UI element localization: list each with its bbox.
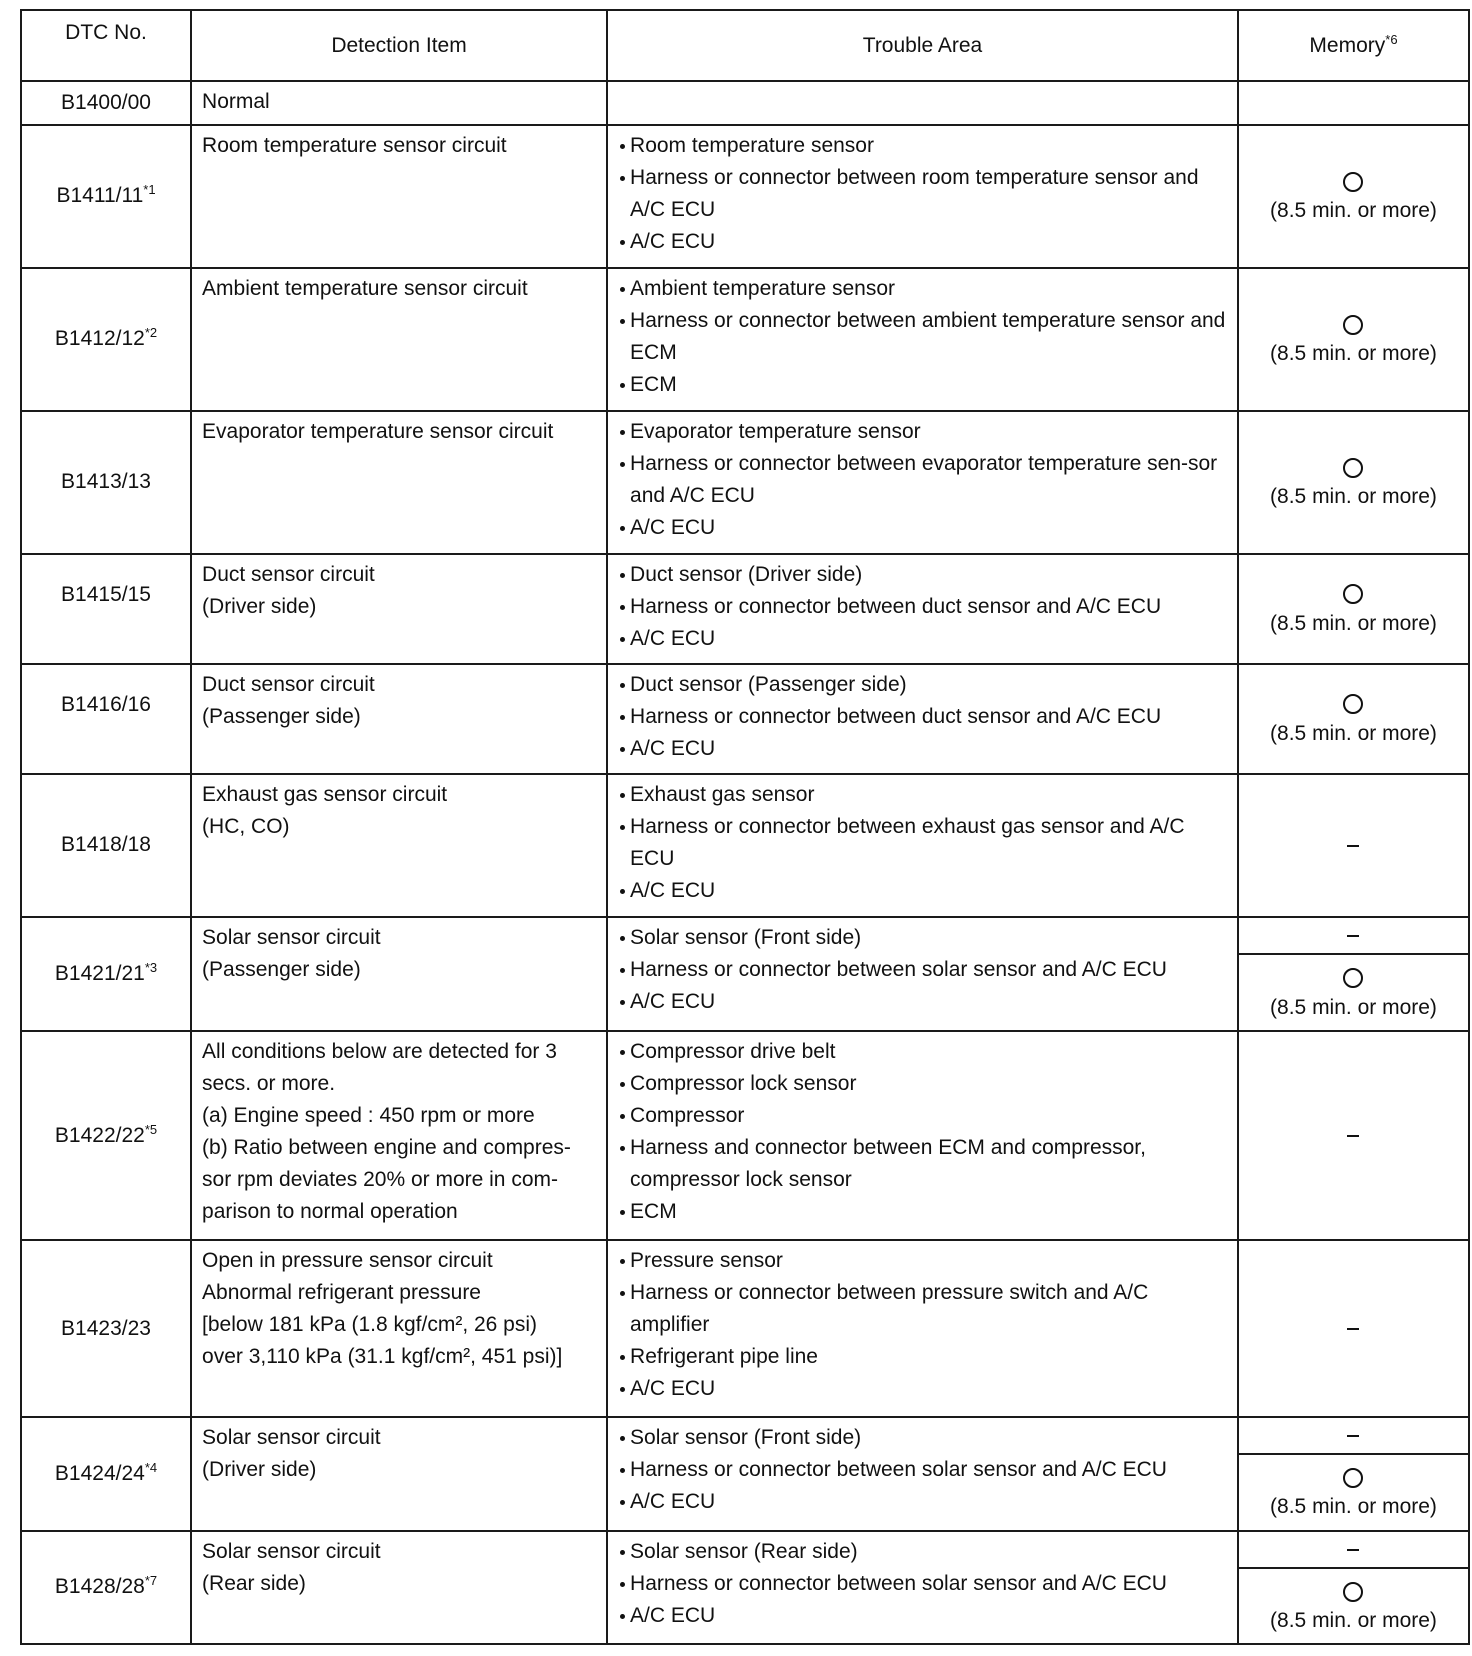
memory-circle-icon	[1343, 458, 1363, 478]
trouble-area-cell	[607, 664, 1238, 774]
memory-cell	[1238, 954, 1469, 1031]
memory-cell	[1238, 268, 1469, 411]
table-row	[21, 268, 1469, 411]
trouble-list	[618, 273, 1229, 401]
dtc-code: B1418/18	[61, 833, 151, 857]
memory-mark-line	[1239, 689, 1468, 719]
memory-mark-line	[1239, 963, 1468, 993]
detection-line: Evaporator temperature sensor circuit	[202, 419, 554, 443]
detection-line: Open in pressure sensor circuit	[202, 1249, 493, 1273]
table-row	[21, 411, 1469, 554]
trouble-item: Ambient temperature sensor	[618, 273, 1229, 305]
memory-value: (8.5 min. or more)	[1270, 611, 1437, 635]
detection-line: Solar sensor circuit	[202, 1425, 381, 1449]
trouble-item: Solar sensor (Front side)	[618, 1422, 1229, 1454]
memory-cell	[1238, 1454, 1469, 1531]
memory-circle-icon	[1343, 694, 1363, 714]
dtc-cell	[21, 917, 191, 1031]
table-row	[21, 125, 1469, 268]
trouble-item: Compressor lock sensor	[618, 1068, 1229, 1100]
detection-item-cell	[191, 554, 607, 664]
trouble-list	[618, 559, 1229, 655]
trouble-item: Refrigerant pipe line	[618, 1341, 1229, 1373]
detection-item-cell	[191, 917, 607, 1031]
memory-cell	[1238, 1031, 1469, 1241]
memory-value: (8.5 min. or more)	[1270, 721, 1437, 745]
memory-dash-icon	[1347, 1328, 1359, 1330]
dtc-footnote: *5	[144, 1121, 158, 1137]
trouble-list	[618, 779, 1229, 907]
trouble-list	[618, 1245, 1229, 1405]
trouble-list	[618, 1422, 1229, 1518]
dtc-code: B1423/23	[61, 1316, 151, 1340]
detection-line: Room temperature sensor circuit	[202, 133, 507, 157]
dtc-footnote: *3	[144, 959, 158, 975]
detection-line: Ambient temperature sensor circuit	[202, 276, 528, 300]
trouble-item: ECM	[618, 369, 1229, 401]
header-detection-item: Detection Item	[191, 10, 607, 81]
memory-dash-icon	[1347, 1549, 1359, 1551]
dtc-cell	[21, 81, 191, 125]
dtc-cell	[21, 1240, 191, 1416]
dtc-code: B1422/22	[54, 1123, 145, 1147]
dtc-code: B1415/15	[61, 582, 151, 606]
trouble-item: Pressure sensor	[618, 1245, 1229, 1277]
trouble-area-cell	[607, 774, 1238, 917]
detection-line: (a) Engine speed : 450 rpm or more	[202, 1103, 535, 1127]
trouble-area-cell	[607, 554, 1238, 664]
detection-line: (Driver side)	[202, 1457, 317, 1481]
trouble-area-cell	[607, 125, 1238, 268]
trouble-item: Evaporator temperature sensor	[618, 416, 1229, 448]
dtc-code: B1416/16	[61, 692, 151, 716]
detection-line: (HC, CO)	[202, 814, 290, 838]
table-row	[21, 1417, 1469, 1454]
trouble-item: Harness or connector between exhaust gas sensor and A/C ECU	[618, 811, 1229, 875]
memory-value: (8.5 min. or more)	[1270, 1495, 1437, 1519]
dtc-cell	[21, 268, 191, 411]
trouble-item: A/C ECU	[618, 1600, 1229, 1632]
detection-line: (Rear side)	[202, 1571, 306, 1595]
trouble-list	[618, 1036, 1229, 1228]
memory-circle-icon	[1343, 172, 1363, 192]
table-row	[21, 554, 1469, 664]
trouble-item: Solar sensor (Rear side)	[618, 1536, 1229, 1568]
memory-dash-icon	[1347, 845, 1359, 847]
trouble-item: A/C ECU	[618, 986, 1229, 1018]
detection-item-cell	[191, 774, 607, 917]
detection-line: Abnormal refrigerant pressure	[202, 1281, 481, 1305]
dtc-cell	[21, 664, 191, 774]
memory-cell	[1238, 1568, 1469, 1644]
memory-cell	[1238, 411, 1469, 554]
dtc-code: B1400/00	[61, 90, 151, 114]
dtc-code: B1421/21	[54, 961, 145, 985]
memory-dash-icon	[1347, 1435, 1359, 1437]
trouble-item: Exhaust gas sensor	[618, 779, 1229, 811]
trouble-item: ECM	[618, 1196, 1229, 1228]
memory-dash-icon	[1347, 1135, 1359, 1137]
dtc-cell	[21, 1417, 191, 1531]
trouble-item: Duct sensor (Driver side)	[618, 559, 1229, 591]
memory-circle-icon	[1343, 968, 1363, 988]
dtc-code: B1411/11	[56, 184, 144, 208]
trouble-list	[618, 669, 1229, 765]
table-row	[21, 664, 1469, 774]
table-row	[21, 1240, 1469, 1416]
trouble-item: Harness or connector between duct sensor and A/C ECU	[618, 591, 1229, 623]
memory-value: (8.5 min. or more)	[1270, 485, 1437, 509]
trouble-item: Harness or connector between duct sensor and A/C ECU	[618, 701, 1229, 733]
dtc-footnote: *2	[144, 325, 158, 341]
memory-mark-line	[1239, 579, 1468, 609]
dtc-cell	[21, 1031, 191, 1241]
memory-mark-line	[1239, 309, 1468, 339]
detection-item-cell	[191, 664, 607, 774]
dtc-code: B1428/28	[54, 1575, 145, 1599]
memory-cell	[1238, 554, 1469, 664]
table-row	[21, 774, 1469, 917]
trouble-area-cell	[607, 1417, 1238, 1531]
trouble-area-cell	[607, 268, 1238, 411]
detection-line: (Passenger side)	[202, 704, 361, 728]
dtc-cell	[21, 1531, 191, 1644]
dtc-cell	[21, 774, 191, 917]
detection-item-cell	[191, 1417, 607, 1531]
trouble-list	[618, 130, 1229, 258]
memory-cell	[1238, 81, 1469, 125]
dtc-footnote: *4	[144, 1459, 158, 1475]
detection-line: [below 181 kPa (1.8 kgf/cm², 26 psi)	[202, 1313, 538, 1337]
dtc-code: B1412/12	[54, 327, 145, 351]
trouble-area-cell	[607, 81, 1238, 125]
trouble-item: Solar sensor (Front side)	[618, 922, 1229, 954]
trouble-area-cell	[607, 1531, 1238, 1644]
detection-item-cell	[191, 1531, 607, 1644]
trouble-area-cell	[607, 1031, 1238, 1241]
trouble-item: Harness or connector between solar sensor and A/C ECU	[618, 1568, 1229, 1600]
header-row	[21, 10, 1469, 81]
dtc-code: B1413/13	[61, 470, 151, 494]
detection-line: over 3,110 kPa (31.1 kgf/cm², 451 psi)]	[202, 1345, 563, 1369]
memory-circle-icon	[1343, 1468, 1363, 1488]
detection-line: Duct sensor circuit	[202, 672, 375, 696]
memory-cell	[1238, 125, 1469, 268]
trouble-list	[618, 1536, 1229, 1632]
memory-value: (8.5 min. or more)	[1270, 1609, 1437, 1633]
table-row	[21, 917, 1469, 954]
detection-item-cell	[191, 81, 607, 125]
trouble-item: A/C ECU	[618, 875, 1229, 907]
dtc-cell	[21, 125, 191, 268]
dtc-table	[20, 9, 1470, 1645]
header-dtc: DTC No.	[21, 10, 191, 81]
header-trouble-area: Trouble Area	[607, 10, 1238, 81]
memory-value: (8.5 min. or more)	[1270, 342, 1437, 366]
detection-item-cell	[191, 1240, 607, 1416]
detection-line: Solar sensor circuit	[202, 925, 381, 949]
trouble-item: Harness or connector between evaporator temperature sen-sor and A/C ECU	[618, 448, 1229, 512]
trouble-item: Harness and connector between ECM and compressor, compressor lock sensor	[618, 1132, 1229, 1196]
memory-dash-icon	[1347, 935, 1359, 937]
memory-mark-line	[1239, 1462, 1468, 1492]
memory-cell	[1238, 1240, 1469, 1416]
detection-line: Normal	[202, 90, 270, 113]
trouble-list	[618, 416, 1229, 544]
memory-cell	[1238, 1417, 1469, 1454]
dtc-cell	[21, 554, 191, 664]
trouble-item: Harness or connector between ambient temperature sensor and ECM	[618, 305, 1229, 369]
detection-line: Solar sensor circuit	[202, 1539, 381, 1563]
dtc-code: B1424/24	[54, 1461, 145, 1485]
dtc-footnote: *7	[144, 1573, 158, 1589]
detection-line: (Passenger side)	[202, 957, 361, 981]
trouble-item: Compressor	[618, 1100, 1229, 1132]
detection-line: (b) Ratio between engine and compres-sor rpm deviates 20% or more in com-parison to normal operation	[202, 1135, 571, 1223]
detection-item-cell	[191, 1031, 607, 1241]
trouble-item: Harness or connector between solar sensor and A/C ECU	[618, 954, 1229, 986]
trouble-list	[618, 922, 1229, 1018]
table-row	[21, 1031, 1469, 1241]
memory-footnote: *6	[1385, 31, 1398, 47]
table-row	[21, 1531, 1469, 1568]
detection-line: Duct sensor circuit	[202, 562, 375, 586]
trouble-item: Duct sensor (Passenger side)	[618, 669, 1229, 701]
header-memory: Memory$^{*6}$	[1238, 10, 1469, 81]
memory-cell	[1238, 664, 1469, 774]
dtc-cell	[21, 411, 191, 554]
memory-circle-icon	[1343, 315, 1363, 335]
trouble-item: A/C ECU	[618, 623, 1229, 655]
memory-circle-icon	[1343, 1582, 1363, 1602]
dtc-footnote: *1	[143, 182, 156, 198]
trouble-area-cell	[607, 1240, 1238, 1416]
memory-cell	[1238, 1531, 1469, 1568]
detection-line: Exhaust gas sensor circuit	[202, 782, 448, 806]
memory-mark-line	[1239, 1576, 1468, 1606]
trouble-area-cell	[607, 917, 1238, 1031]
trouble-item: Room temperature sensor	[618, 130, 1229, 162]
memory-cell	[1238, 774, 1469, 917]
trouble-area-cell	[607, 411, 1238, 554]
memory-mark-line	[1239, 166, 1468, 196]
memory-circle-icon	[1343, 584, 1363, 604]
memory-value: (8.5 min. or more)	[1270, 199, 1437, 223]
detection-line: (Driver side)	[202, 594, 317, 618]
trouble-item: A/C ECU	[618, 733, 1229, 765]
trouble-item: Harness or connector between pressure switch and A/C amplifier	[618, 1277, 1229, 1341]
detection-item-cell	[191, 268, 607, 411]
trouble-item: Harness or connector between room temperature sensor and A/C ECU	[618, 162, 1229, 226]
trouble-item: A/C ECU	[618, 1486, 1229, 1518]
detection-item-cell	[191, 411, 607, 554]
trouble-item: A/C ECU	[618, 512, 1229, 544]
memory-mark-line	[1239, 452, 1468, 482]
trouble-item: Harness or connector between solar sensor and A/C ECU	[618, 1454, 1229, 1486]
detection-item-cell	[191, 125, 607, 268]
trouble-item: Compressor drive belt	[618, 1036, 1229, 1068]
trouble-item: A/C ECU	[618, 226, 1229, 258]
trouble-item: A/C ECU	[618, 1373, 1229, 1405]
memory-value: (8.5 min. or more)	[1270, 995, 1437, 1019]
table-row	[21, 81, 1469, 125]
detection-line: All conditions below are detected for 3 secs. or more.	[202, 1039, 557, 1095]
memory-cell	[1238, 917, 1469, 954]
